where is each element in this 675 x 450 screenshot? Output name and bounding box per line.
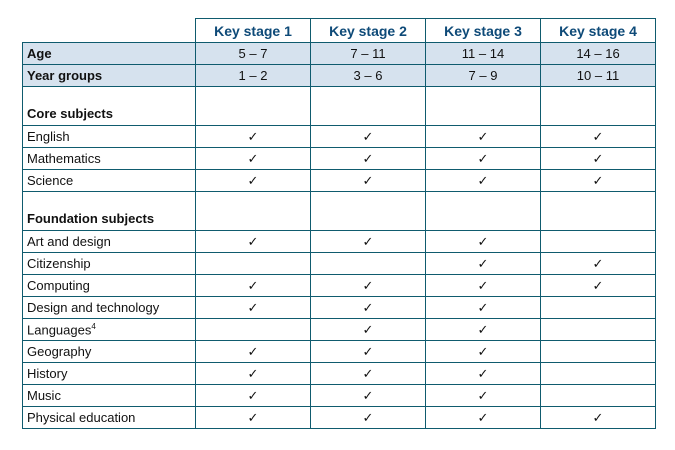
check-mark-icon: ✓ <box>311 297 426 319</box>
section-empty-cell <box>311 87 426 126</box>
info-row-value: 7 – 11 <box>311 43 426 65</box>
check-mark-icon: ✓ <box>311 275 426 297</box>
subject-name-text: Mathematics <box>27 151 101 166</box>
empty-cell <box>541 231 656 253</box>
curriculum-table <box>22 18 656 429</box>
check-mark-icon: ✓ <box>196 341 311 363</box>
info-row <box>23 65 656 87</box>
subject-name <box>23 170 196 192</box>
check-mark-icon: ✓ <box>196 363 311 385</box>
empty-cell <box>541 363 656 385</box>
info-row-value: 1 – 2 <box>196 65 311 87</box>
empty-cell <box>196 253 311 275</box>
subject-row <box>23 385 656 407</box>
header-row <box>23 19 656 43</box>
check-mark-icon: ✓ <box>311 126 426 148</box>
check-mark-icon: ✓ <box>196 385 311 407</box>
subject-name <box>23 148 196 170</box>
section-header-row <box>23 87 656 126</box>
subject-row <box>23 275 656 297</box>
check-mark-icon: ✓ <box>196 148 311 170</box>
check-mark-icon: ✓ <box>541 126 656 148</box>
check-mark-icon: ✓ <box>311 363 426 385</box>
subject-name <box>23 385 196 407</box>
check-mark-icon: ✓ <box>426 275 541 297</box>
subject-name-text: History <box>27 366 68 381</box>
check-mark-icon: ✓ <box>196 170 311 192</box>
subject-name-text: Music <box>27 388 61 403</box>
check-mark-icon: ✓ <box>541 275 656 297</box>
check-mark-icon: ✓ <box>541 407 656 429</box>
check-mark-icon: ✓ <box>426 231 541 253</box>
section-empty-cell <box>196 87 311 126</box>
check-mark-icon: ✓ <box>541 148 656 170</box>
section-empty-cell <box>311 192 426 231</box>
subject-row <box>23 126 656 148</box>
check-mark-icon: ✓ <box>311 385 426 407</box>
subject-name-text: Languages <box>27 322 92 338</box>
check-mark-icon: ✓ <box>426 148 541 170</box>
check-mark-icon: ✓ <box>196 275 311 297</box>
subject-row <box>23 297 656 319</box>
info-row-value: 5 – 7 <box>196 43 311 65</box>
check-mark-icon: ✓ <box>311 341 426 363</box>
check-mark-icon: ✓ <box>196 407 311 429</box>
check-mark-icon: ✓ <box>541 170 656 192</box>
subject-row <box>23 253 656 275</box>
subject-name-text: Computing <box>27 278 90 293</box>
subject-name <box>23 297 196 319</box>
check-mark-icon: ✓ <box>426 253 541 275</box>
section-title: Core subjects <box>23 87 196 126</box>
check-mark-icon: ✓ <box>196 126 311 148</box>
subject-row <box>23 148 656 170</box>
subject-name <box>23 407 196 429</box>
subject-name-text: Physical education <box>27 410 136 425</box>
check-mark-icon: ✓ <box>426 170 541 192</box>
check-mark-icon: ✓ <box>196 297 311 319</box>
subject-name <box>23 253 196 275</box>
check-mark-icon: ✓ <box>426 297 541 319</box>
empty-cell <box>541 319 656 341</box>
subject-name-text: Science <box>27 173 74 188</box>
check-mark-icon: ✓ <box>426 407 541 429</box>
key-stage-header-1: Key stage 1 <box>196 19 311 43</box>
section-header-row <box>23 192 656 231</box>
subject-row <box>23 170 656 192</box>
check-mark-icon: ✓ <box>426 319 541 341</box>
subject-row <box>23 341 656 363</box>
check-mark-icon: ✓ <box>426 341 541 363</box>
empty-cell <box>311 253 426 275</box>
empty-cell <box>541 297 656 319</box>
info-row-label: Age <box>23 43 196 65</box>
section-title: Foundation subjects <box>23 192 196 231</box>
subject-name-text: Design and technology <box>27 300 160 315</box>
check-mark-icon: ✓ <box>426 363 541 385</box>
info-row-value: 14 – 16 <box>541 43 656 65</box>
subject-name-text: Geography <box>27 344 92 359</box>
subject-row <box>23 319 656 341</box>
header-corner-cell <box>23 19 196 43</box>
subject-name <box>23 231 196 253</box>
info-row-label: Year groups <box>23 65 196 87</box>
check-mark-icon: ✓ <box>311 231 426 253</box>
section-empty-cell <box>541 87 656 126</box>
check-mark-icon: ✓ <box>311 148 426 170</box>
empty-cell <box>541 341 656 363</box>
info-row-value: 11 – 14 <box>426 43 541 65</box>
footnote-marker: 4 <box>91 321 96 331</box>
subject-name <box>23 341 196 363</box>
subject-name <box>23 363 196 385</box>
subject-name <box>23 319 196 341</box>
section-empty-cell <box>426 87 541 126</box>
subject-row <box>23 363 656 385</box>
subject-row <box>23 231 656 253</box>
check-mark-icon: ✓ <box>196 231 311 253</box>
check-mark-icon: ✓ <box>426 385 541 407</box>
subject-name <box>23 275 196 297</box>
section-empty-cell <box>196 192 311 231</box>
empty-cell <box>541 385 656 407</box>
info-row-value: 7 – 9 <box>426 65 541 87</box>
info-row-value: 3 – 6 <box>311 65 426 87</box>
subject-name-text: Citizenship <box>27 256 91 271</box>
empty-cell <box>196 319 311 341</box>
subject-name-text: Art and design <box>27 234 111 249</box>
check-mark-icon: ✓ <box>311 170 426 192</box>
subject-name <box>23 126 196 148</box>
key-stage-header-3: Key stage 3 <box>426 19 541 43</box>
key-stage-header-2: Key stage 2 <box>311 19 426 43</box>
key-stage-header-4: Key stage 4 <box>541 19 656 43</box>
subject-row <box>23 407 656 429</box>
subject-name-text: English <box>27 129 70 144</box>
info-row <box>23 43 656 65</box>
check-mark-icon: ✓ <box>541 253 656 275</box>
check-mark-icon: ✓ <box>311 319 426 341</box>
section-empty-cell <box>426 192 541 231</box>
section-empty-cell <box>541 192 656 231</box>
check-mark-icon: ✓ <box>426 126 541 148</box>
info-row-value: 10 – 11 <box>541 65 656 87</box>
check-mark-icon: ✓ <box>311 407 426 429</box>
